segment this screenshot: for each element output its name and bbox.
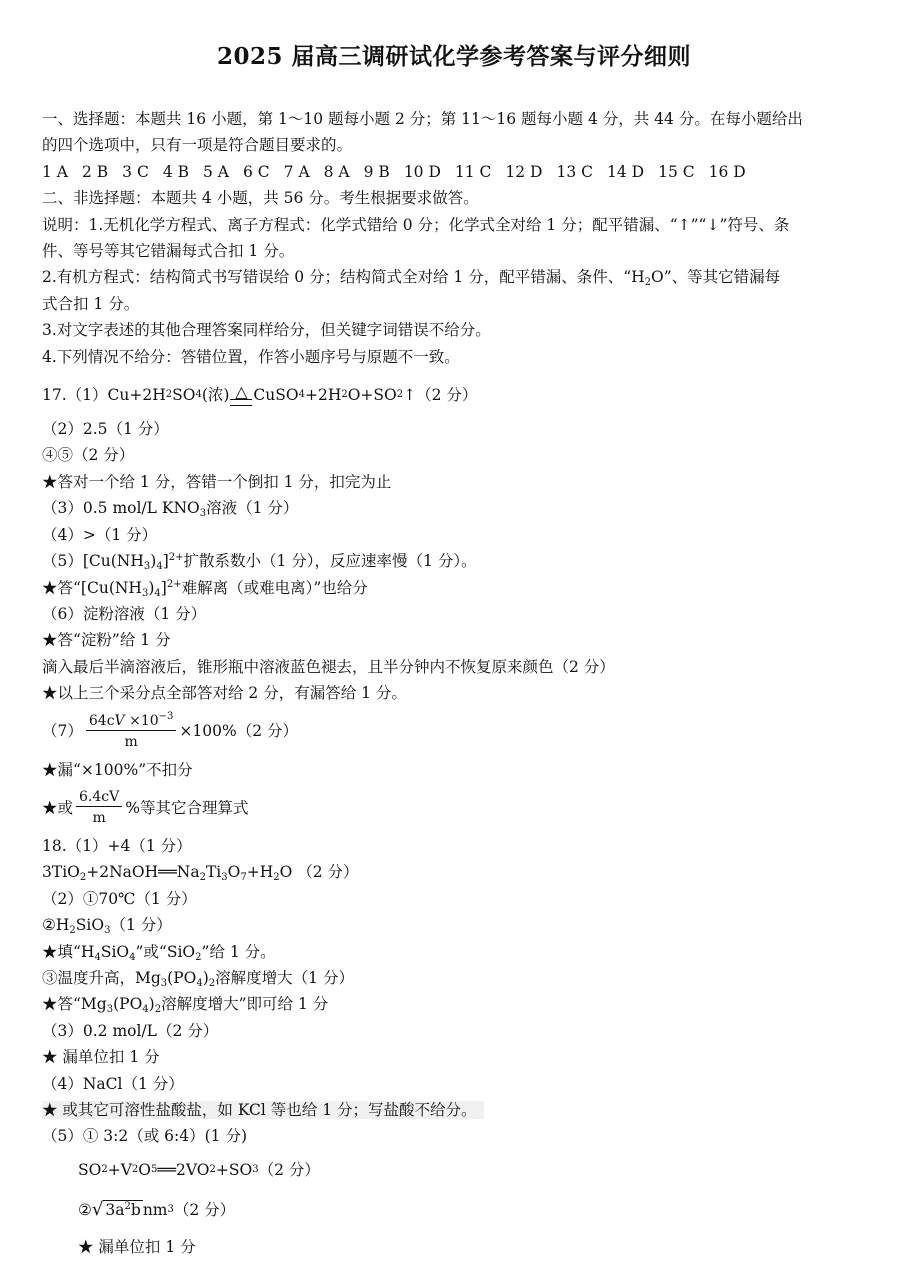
- rad-text: b: [130, 1201, 141, 1220]
- q17-part5-note: [42, 575, 866, 601]
- text: （5）[Cu(NH: [42, 552, 144, 571]
- text: nm: [142, 1200, 168, 1219]
- q17-part7-note: ★漏“×100%”不扣分: [42, 760, 193, 779]
- q18-part5: （5）① 3:2（或 6:4）(1 分): [42, 1127, 247, 1146]
- note1-line1: 说明：1.无机化学方程式、离子方程式：化学式错给 0 分；化学式全对给 1 分；配平错漏、“↑”“↓”符号、条: [42, 215, 790, 234]
- text: ②: [78, 1200, 92, 1219]
- note4: 4.下列情况不给分：答错位置，作答小题序号与原题不一致。: [42, 347, 460, 366]
- section1-header-line2: 的四个选项中，只有一项是符合题目要求的。: [42, 136, 353, 155]
- text: ]: [160, 578, 167, 597]
- superscript: −3: [158, 711, 174, 723]
- text: ”给 1 分。: [201, 942, 276, 961]
- note2-text-b: O”、等其它错漏每: [651, 268, 781, 287]
- text: SiO: [75, 916, 105, 935]
- subscript: 2: [644, 277, 652, 289]
- fraction: [86, 712, 177, 751]
- note2-line1: [42, 264, 866, 290]
- choice-answers: [42, 159, 866, 185]
- text: ★填“H: [42, 942, 95, 961]
- highlighted-text: ★ 或其它可溶性盐酸盐，如 KCl 等也给 1 分；写盐酸不给分。: [42, 1101, 484, 1119]
- note3: 3.对文字表述的其他合理答案同样给分，但关键字词错误不给分。: [42, 321, 491, 340]
- section1-header-line1: 一、选择题：本题共 16 小题，第 1～10 题每小题 2 分；第 11～16 题每小题 4 分，共 44 分。在每小题给出: [42, 110, 803, 128]
- num-text: 64c: [88, 713, 115, 730]
- subscript: 4: [129, 951, 136, 963]
- text: ”或“SiO: [135, 942, 196, 961]
- denominator: m: [124, 734, 138, 751]
- q18-part2-c: [42, 965, 866, 991]
- text: （7）: [42, 722, 83, 741]
- text: 难解离（或难电离）”也给分: [181, 578, 368, 597]
- text: ): [202, 968, 209, 987]
- subscript: 4: [154, 587, 161, 599]
- subscript: 2: [154, 1004, 162, 1016]
- q17-part2-b: ④⑤（2 分）: [42, 446, 135, 465]
- answer-item: 16 D: [708, 162, 746, 181]
- numerator: 6.4cV: [76, 788, 122, 807]
- q17-part6-note: ★答“淀粉”给 1 分: [42, 631, 171, 650]
- text: O: [227, 863, 241, 882]
- q18-part2-b: [42, 912, 866, 938]
- text: ×100%（2 分）: [179, 722, 298, 741]
- document-body: [42, 106, 866, 1260]
- text: ): [148, 578, 155, 597]
- double-line-equals: [230, 399, 252, 406]
- text: 3TiO: [42, 863, 80, 882]
- q18-part2-c-note: [42, 991, 866, 1017]
- superscript: 2: [124, 1201, 131, 1213]
- answer-item: 4 B: [162, 162, 190, 181]
- eq-text: SO: [172, 385, 196, 404]
- q17-scoring-note: ★以上三个采分点全部答对给 2 分，有漏答给 1 分。: [42, 684, 407, 703]
- q18-part4-note: [42, 1097, 866, 1123]
- text: (PO: [167, 968, 197, 987]
- subscript: 2: [199, 872, 206, 884]
- text: 溶解度增大（1 分）: [215, 968, 354, 987]
- answer-item: 14 D: [607, 162, 645, 181]
- text: +V: [107, 1160, 132, 1179]
- subscript: 2: [69, 925, 76, 937]
- q17-endpoint: 滴入最后半滴溶液后，锥形瓶中溶液蓝色褪去，且半分钟内不恢复原来颜色（2 分）: [42, 657, 615, 676]
- answer-item: 13 C: [556, 162, 593, 181]
- section2-header: 二、非选择题：本题共 4 小题，共 56 分。考生根据要求做答。: [42, 189, 479, 208]
- text: ★答“[Cu(NH: [42, 578, 142, 597]
- q18-part3: （3）0.2 mol/L（2 分）: [42, 1021, 219, 1040]
- subscript: 3: [143, 561, 151, 573]
- subscript: 3: [221, 872, 228, 884]
- text: O: [138, 1160, 151, 1179]
- superscript: 2+: [168, 552, 184, 564]
- subscript: 4: [94, 951, 101, 963]
- q17-part6: （6）淀粉溶液（1 分）: [42, 604, 207, 623]
- square-root-icon: [92, 1200, 143, 1219]
- subscript: 2: [208, 977, 216, 989]
- text: ②H: [42, 916, 70, 935]
- eq-text: ↑（2 分）: [403, 385, 478, 404]
- num-var: V: [114, 713, 125, 730]
- q18-equation2: SO 2 +V 2 O 5 ══2VO 2 +SO 3 （2 分）: [42, 1150, 866, 1190]
- q18-part4: （4）NaCl（1 分）: [42, 1074, 184, 1093]
- q18-part5-note: ★ 漏单位扣 1 分: [78, 1237, 196, 1256]
- q18-equation1: [42, 859, 866, 885]
- answer-item: 2 B: [81, 162, 109, 181]
- q17-alt-formula: [42, 783, 866, 833]
- num-text: ×10: [124, 713, 159, 730]
- q17-part4: （4）>（1 分）: [42, 525, 158, 544]
- q18-part1: 18.（1）+4（1 分）: [42, 836, 192, 855]
- answer-item: 15 C: [658, 162, 695, 181]
- text: （2 分）: [173, 1200, 236, 1219]
- q18-part5-b: ② √ $3a^2b$ nm 3 （2 分）: [42, 1190, 866, 1230]
- subscript: 2: [273, 872, 280, 884]
- subscript: 3: [160, 977, 168, 989]
- note2-text-a: 2.有机方程式：结构简式书写错误给 0 分；结构简式全对给 1 分，配平错漏、条件、“H: [42, 268, 645, 287]
- text: +2NaOH══Na: [86, 863, 200, 882]
- subscript: 2: [79, 872, 87, 884]
- answer-item: 11 C: [454, 162, 492, 181]
- eq-text: O+SO: [347, 385, 397, 404]
- answer-item: 7 A: [283, 162, 310, 181]
- answer-item: 6 C: [243, 162, 270, 181]
- q17-equation: 17.（1）Cu+2H 2 SO 4 (浓) △ CuSO 4 +2H 2 O+SO 2 ↑（2 分）: [42, 374, 866, 416]
- answer-item: 9 B: [363, 162, 390, 181]
- q17-part5: [42, 548, 866, 574]
- text: Ti: [205, 863, 222, 882]
- page-title: 2025 届高三调研试化学参考答案与评分细则: [216, 43, 692, 70]
- answer-item: 8 A: [323, 162, 350, 181]
- subscript: 3: [141, 587, 149, 599]
- superscript: 2+: [166, 578, 182, 590]
- subscript: 4: [142, 1004, 149, 1016]
- text: +H: [246, 863, 274, 882]
- text: O （2 分）: [279, 863, 359, 882]
- eq-text: +2H: [304, 385, 342, 404]
- q18-part2-note: [42, 939, 866, 965]
- q18-part3-note: ★ 漏单位扣 1 分: [42, 1048, 160, 1067]
- rad-text: 3a: [105, 1201, 125, 1220]
- text: （1 分）: [110, 916, 172, 935]
- heat-triangle: △: [235, 381, 248, 401]
- text: ): [148, 995, 155, 1014]
- heating-condition-icon: [230, 381, 252, 406]
- answer-item: 3 C: [122, 162, 149, 181]
- text: 溶液（1 分）: [206, 499, 299, 518]
- numerator: [86, 712, 177, 731]
- note2-line2: 式合扣 1 分。: [42, 294, 140, 313]
- text: ★或: [42, 798, 74, 817]
- q17-part7: [42, 707, 866, 757]
- text: ③温度升高，Mg: [42, 968, 161, 987]
- text: ]: [162, 552, 169, 571]
- text: 扩散系数小（1 分），反应速率慢（1 分）。: [183, 552, 477, 571]
- text: ★答“Mg: [42, 995, 107, 1014]
- subscript: 3: [199, 508, 207, 520]
- note1-line2: 件、等号等其它错漏每式合扣 1 分。: [42, 242, 295, 261]
- q17-note: ★答对一个给 1 分，答错一个倒扣 1 分，扣完为止: [42, 472, 392, 491]
- radicand: [103, 1200, 142, 1219]
- text: ══2VO: [157, 1160, 210, 1179]
- answer-item: 5 A: [203, 162, 229, 181]
- eq-text: 17.（1）Cu+2H: [42, 385, 166, 404]
- subscript: 3: [106, 1004, 114, 1016]
- subscript: 2: [195, 951, 202, 963]
- q17-part3: [42, 495, 866, 521]
- text: （2 分）: [258, 1160, 320, 1179]
- subscript: 7: [240, 872, 247, 884]
- text: SiO: [100, 942, 130, 961]
- q17-part2: （2）2.5（1 分）: [42, 420, 169, 439]
- text: SO: [78, 1160, 102, 1179]
- radical-sign: √: [91, 1199, 104, 1221]
- eq-text: CuSO: [253, 385, 299, 404]
- text: %等其它合理算式: [125, 798, 249, 817]
- subscript: 4: [156, 561, 163, 573]
- subscript: 3: [104, 925, 111, 937]
- eq-text: (浓): [201, 385, 230, 404]
- text: ): [150, 552, 157, 571]
- text: (PO: [113, 995, 143, 1014]
- answer-item: 10 D: [403, 162, 441, 181]
- subscript: 4: [196, 977, 203, 989]
- fraction: [76, 788, 122, 827]
- text: 溶解度增大”即可给 1 分: [161, 995, 329, 1014]
- answer-item: 12 D: [505, 162, 543, 181]
- denominator: m: [92, 810, 106, 827]
- answer-item: 1 A: [42, 162, 68, 181]
- text: （3）0.5 mol/L KNO: [42, 499, 200, 518]
- q18-part2: （2）①70℃（1 分）: [42, 889, 197, 908]
- text: +SO: [215, 1160, 253, 1179]
